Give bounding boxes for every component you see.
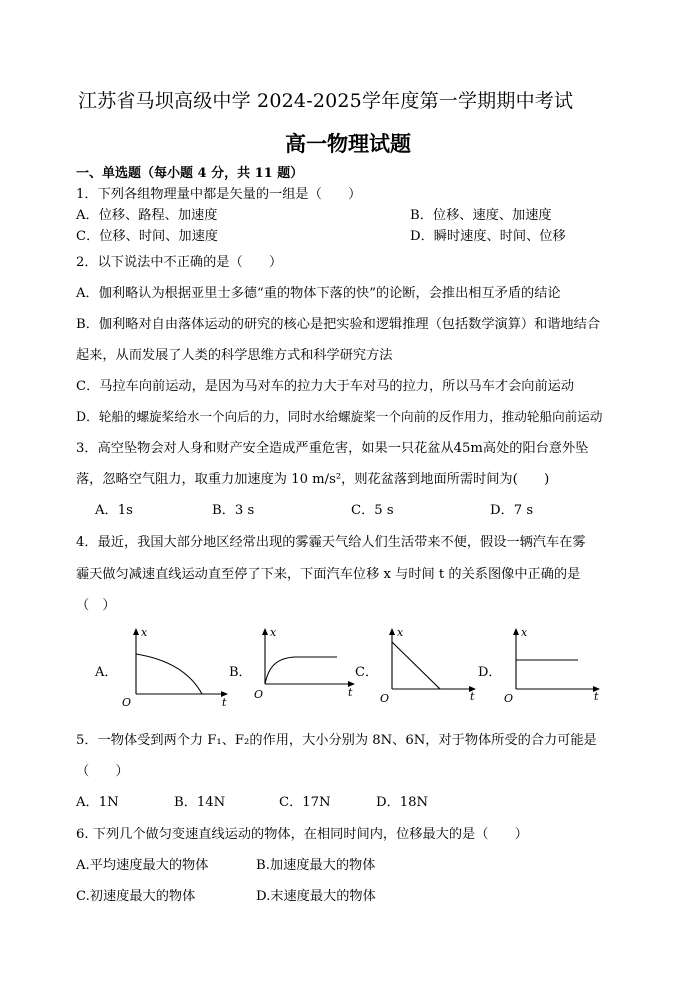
q4-graph-c [372,622,487,708]
q5-option-a: A．1N [76,795,119,810]
q4-graph-a [112,622,232,708]
q4-graph-b [245,622,360,708]
graph-a-t-label: t [222,696,227,708]
q6-stem: 6. 下列几个做匀变速直线运动的物体，在相同时间内，位移最大的是（ ） [76,827,528,842]
section-heading: 一、单选题（每小题 4 分，共 11 题） [76,166,304,181]
q4-graph-label-a: A． [95,665,118,680]
q2-option-c: C．马拉车向前运动，是因为马对车的拉力大于车对马的拉力，所以马车才会向前运动 [76,379,575,394]
graph-b-t-label: t [348,686,353,699]
q6-option-a: A.平均速度最大的物体 [76,858,209,873]
q1-option-c: C．位移、时间、加速度 [76,229,218,244]
q6-option-d: D.末速度最大的物体 [256,889,376,904]
graph-a-x-label: x [141,626,148,639]
graph-b-x-label: x [270,626,277,639]
q6-option-c: C.初速度最大的物体 [76,889,196,904]
q1-stem: 1．下列各组物理量中都是矢量的一组是（ ） [76,187,362,202]
q4-graph-label-b: B． [229,665,252,680]
school-exam-header: 江苏省马坝高级中学 2024-2025学年度第一学期期中考试 [78,90,574,112]
q4-answer-paren: （ ） [76,598,116,613]
q4-line1: 4．最近，我国大部分地区经常出现的雾霾天气给人们生活带来不便，假设一辆汽车在雾 [76,535,586,550]
q5-option-b: B．14N [174,795,226,810]
q3-line1: 3．高空坠物会对人身和财产安全造成严重危害，如果一只花盆从45m高处的阳台意外坠 [76,441,589,456]
graph-a-origin: O [122,696,132,708]
q3-line2: 落，忽略空气阻力，取重力加速度为 10 m/s²，则花盆落到地面所需时间为( ) [76,472,550,487]
graph-d-t-label: t [594,690,599,703]
q5-line1: 5．一物体受到两个力 F₁、F₂的作用，大小分别为 8N、6N，对于物体所受的合力可能是 [76,733,597,748]
q1-option-b: B．位移、速度、加速度 [410,208,552,223]
q2-option-a: A．伽利略认为根据亚里士多德“重的物体下落的快”的论断，会推出相互矛盾的结论 [76,286,561,301]
q3-option-c: C．5 s [351,503,394,518]
q4-line2: 霾天做匀减速直线运动直至停了下来，下面汽车位移 x 与时间 t 的关系图像中正确的是 [76,567,581,582]
q6-option-b: B.加速度最大的物体 [256,858,376,873]
q2-stem: 2．以下说法中不正确的是（ ） [76,255,283,270]
q2-option-b-line1: B．伽利略对自由落体运动的研究的核心是把实验和逻辑推理（包括数学演算）和谐地结合 [76,317,600,332]
q5-option-c: C．17N [279,795,331,810]
q4-graph-d [496,622,611,708]
q3-option-a: A．1s [95,503,133,518]
graph-c-x-label: x [397,626,404,639]
page-title: 高一物理试题 [285,131,411,156]
q1-option-a: A．位移、路程、加速度 [76,208,218,223]
q2-option-b-line2: 起来，从而发展了人类的科学思维方式和科学研究方法 [76,348,393,363]
q5-option-d: D．18N [376,795,429,810]
graph-b-origin: O [254,688,264,701]
graph-c-t-label: t [470,690,475,703]
q3-option-b: B．3 s [212,503,255,518]
q5-answer-paren: （ ） [76,764,129,779]
q3-option-d: D．7 s [490,503,534,518]
graph-d-origin: O [504,692,514,705]
q4-graph-label-c: C． [355,665,378,680]
q2-option-d: D．轮船的螺旋桨给水一个向后的力，同时水给螺旋桨一个向前的反作用力，推动轮船向前运动 [76,409,603,424]
q1-option-d: D．瞬时速度、时间、位移 [410,229,566,244]
q4-graph-label-d: D． [478,665,502,680]
graph-c-origin: O [380,692,390,705]
graph-d-x-label: x [521,626,528,639]
